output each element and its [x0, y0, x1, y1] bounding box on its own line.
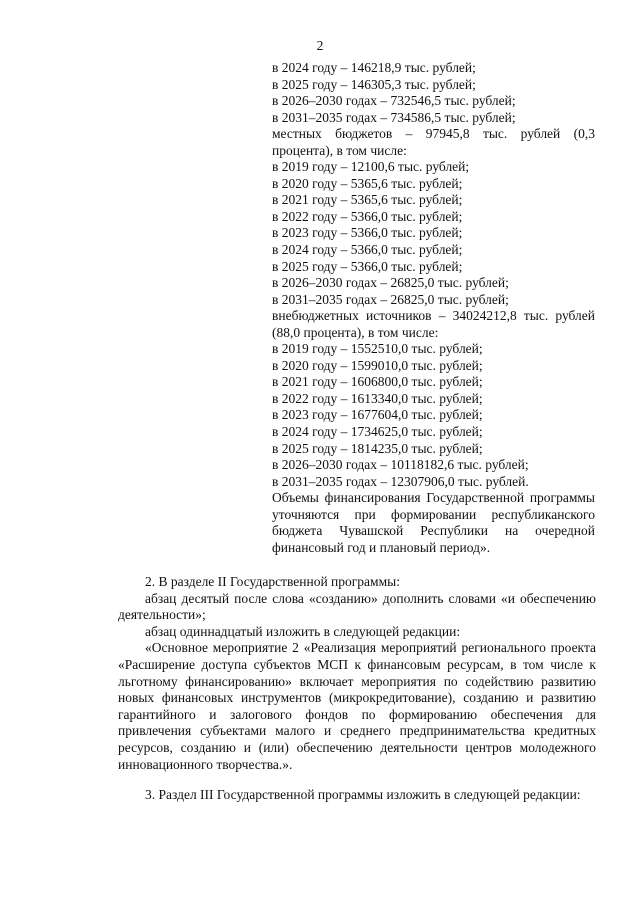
- funding-line: в 2022 году – 1613340,0 тыс. рублей;: [272, 390, 483, 406]
- funding-line: в 2026–2030 годах – 10118182,6 тыс. рублей;: [272, 457, 529, 473]
- funding-line: в 2020 году – 1599010,0 тыс. рублей;: [272, 357, 483, 373]
- closing-paragraph: Объемы финансирования Государственной программы уточняются при формировании республиканского бюджета Чувашской Республики на очередной финансовый год и плановый период».: [272, 490, 595, 555]
- section-2: [118, 574, 596, 773]
- funding-line: в 2022 году – 5366,0 тыс. рублей;: [272, 208, 463, 224]
- funding-line: в 2025 году – 1814235,0 тыс. рублей;: [272, 440, 483, 456]
- funding-line: в 2024 году – 5366,0 тыс. рублей;: [272, 242, 463, 258]
- funding-line: в 2025 году – 5366,0 тыс. рублей;: [272, 258, 463, 274]
- section-3-heading: 3. Раздел III Государственной программы изложить в следующей редакции:: [145, 787, 581, 802]
- funding-line: в 2024 году – 1734625,0 тыс. рублей;: [272, 424, 483, 440]
- funding-line: в 2019 году – 1552510,0 тыс. рублей;: [272, 341, 483, 357]
- section-2-paragraph-3: «Основное мероприятие 2 «Реализация мероприятий регионального проекта «Расширение доступа субъектов МСП к финансовым ресурсам, в том числе к льготному финансированию» включает мероприятия по содействию развитию новых финансовых инструментов (микрокредитование), созданию и развитию гарантийного и залогового фондов по формированию обеспечения для привлечения субъектами малого и среднего предпринимательства кредитных ресурсов, созданию и (или) обеспечению деятельности центров молодежного инновационного творчества.».: [118, 640, 596, 772]
- funding-line: в 2020 году – 5365,6 тыс. рублей;: [272, 175, 463, 191]
- funding-line: в 2025 году – 146305,3 тыс. рублей;: [272, 76, 476, 92]
- section-2-paragraph-1: абзац десятый после слова «созданию» дополнить словами «и обеспечению деятельности»;: [118, 590, 596, 623]
- funding-line: в 2026–2030 годах – 732546,5 тыс. рублей;: [272, 93, 516, 109]
- funding-line: в 2023 году – 5366,0 тыс. рублей;: [272, 225, 463, 241]
- funding-breakdown: [272, 60, 595, 556]
- funding-line: в 2024 году – 146218,9 тыс. рублей;: [272, 60, 476, 75]
- funding-line: в 2031–2035 годах – 734586,5 тыс. рублей;: [272, 109, 516, 125]
- funding-line: в 2031–2035 годах – 26825,0 тыс. рублей;: [272, 291, 509, 307]
- funding-line: в 2023 году – 1677604,0 тыс. рублей;: [272, 407, 483, 423]
- extrabudgetary-paragraph: внебюджетных источников – 34024212,8 тыс. рублей (88,0 процента), в том числе:: [272, 308, 595, 340]
- funding-line: в 2021 году – 5365,6 тыс. рублей;: [272, 192, 463, 208]
- section-2-heading: 2. В разделе II Государственной программы:: [145, 574, 400, 589]
- section-3: [118, 787, 596, 804]
- funding-line: в 2031–2035 годах – 12307906,0 тыс. рублей.: [272, 473, 529, 489]
- funding-line: в 2021 году – 1606800,0 тыс. рублей;: [272, 374, 483, 390]
- page-number: 2: [316, 38, 324, 53]
- section-2-paragraph-2: абзац одиннадцатый изложить в следующей редакции:: [145, 623, 461, 639]
- local-budgets-paragraph: местных бюджетов – 97945,8 тыс. рублей (0,3 процента), в том числе:: [272, 126, 595, 158]
- funding-line: в 2019 году – 12100,6 тыс. рублей;: [272, 159, 470, 175]
- funding-line: в 2026–2030 годах – 26825,0 тыс. рублей;: [272, 275, 509, 291]
